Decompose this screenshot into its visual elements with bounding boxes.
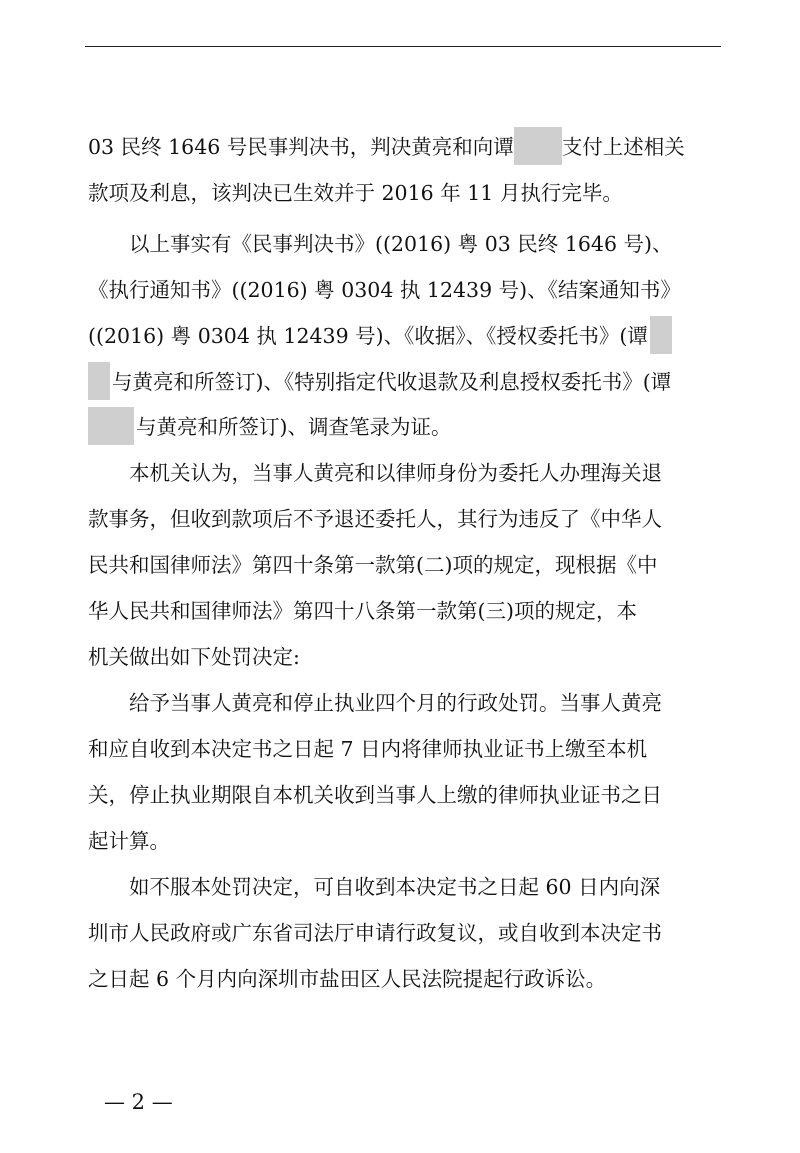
body-line (88, 780, 662, 810)
line-text: 《执行通知书》((2016) 粤 0304 执 12439 号)、《结案通知书》 (88, 278, 681, 302)
line-text: 本机关认为，当事人黄亮和以律师身份为委托人办理海关退 (129, 461, 662, 485)
body-line (88, 964, 606, 994)
line-text: 民共和国律师法》第四十条第一款第(二)项的规定，现根据《中 (88, 553, 658, 577)
line-text: 机关做出如下处罚决定: (88, 645, 300, 669)
body-line (88, 367, 671, 400)
redaction-box (650, 316, 672, 354)
body-line (88, 550, 658, 580)
body-line (88, 918, 662, 948)
line-text: 03 民终 1646 号民事判决书，判决黄亮和向谭 (88, 135, 514, 159)
body-line (88, 504, 662, 534)
line-text: 和应自收到本决定书之日起 7 日内将律师执业证书上缴至本机 (88, 737, 648, 761)
body-line (88, 734, 647, 764)
body-line (88, 596, 637, 626)
line-text: 款事务，但收到款项后不予退还委托人，其行为违反了《中华人 (88, 507, 662, 531)
redaction-box (514, 127, 562, 165)
line-text: 起计算。 (88, 829, 170, 853)
line-text: 如不服本处罚决定，可自收到本决定书之日起 60 日内向深 (129, 875, 661, 899)
body-line (129, 872, 660, 902)
body-line (88, 275, 681, 305)
line-text: 给予当事人黄亮和停止执业四个月的行政处罚。当事人黄亮 (129, 691, 662, 715)
body-line (88, 412, 452, 445)
line-text: 以上事实有《民事判决书》((2016) 粤 03 民终 1646 号)、 (129, 232, 673, 256)
line-text: 支付上述相关 (561, 135, 685, 159)
line-text: 关，停止执业期限自本机关收到当事人上缴的律师执业证书之日 (88, 783, 662, 807)
line-text: 款项及利息，该判决已生效并于 2016 年 11 月执行完毕。 (88, 181, 623, 205)
body-line (129, 229, 673, 259)
line-text: 之日起 6 个月内向深圳市盐田区人民法院提起行政诉讼。 (88, 967, 607, 991)
redaction-box (88, 407, 134, 445)
body-line (88, 642, 300, 672)
line-text: 与黄亮和所签订)、调查笔录为证。 (136, 415, 452, 439)
body-line (88, 321, 672, 354)
line-text: 华人民共和国律师法》第四十八条第一款第(三)项的规定，本 (88, 599, 637, 623)
redaction-box (88, 362, 110, 400)
body-line (88, 132, 685, 165)
page-number: — 2 — (104, 1090, 173, 1114)
body-line (129, 458, 662, 488)
line-text: 圳市人民政府或广东省司法厅申请行政复议，或自收到本决定书 (88, 921, 662, 945)
line-text: ((2016) 粤 0304 执 12439 号)、《收据》、《授权委托书》(谭 (88, 324, 648, 348)
line-text: 与黄亮和所签订)、《特别指定代收退款及利息授权委托书》(谭 (112, 370, 672, 394)
body-line (88, 826, 170, 856)
header-rule (85, 46, 721, 47)
body-line (129, 688, 662, 718)
body-line (88, 178, 623, 208)
